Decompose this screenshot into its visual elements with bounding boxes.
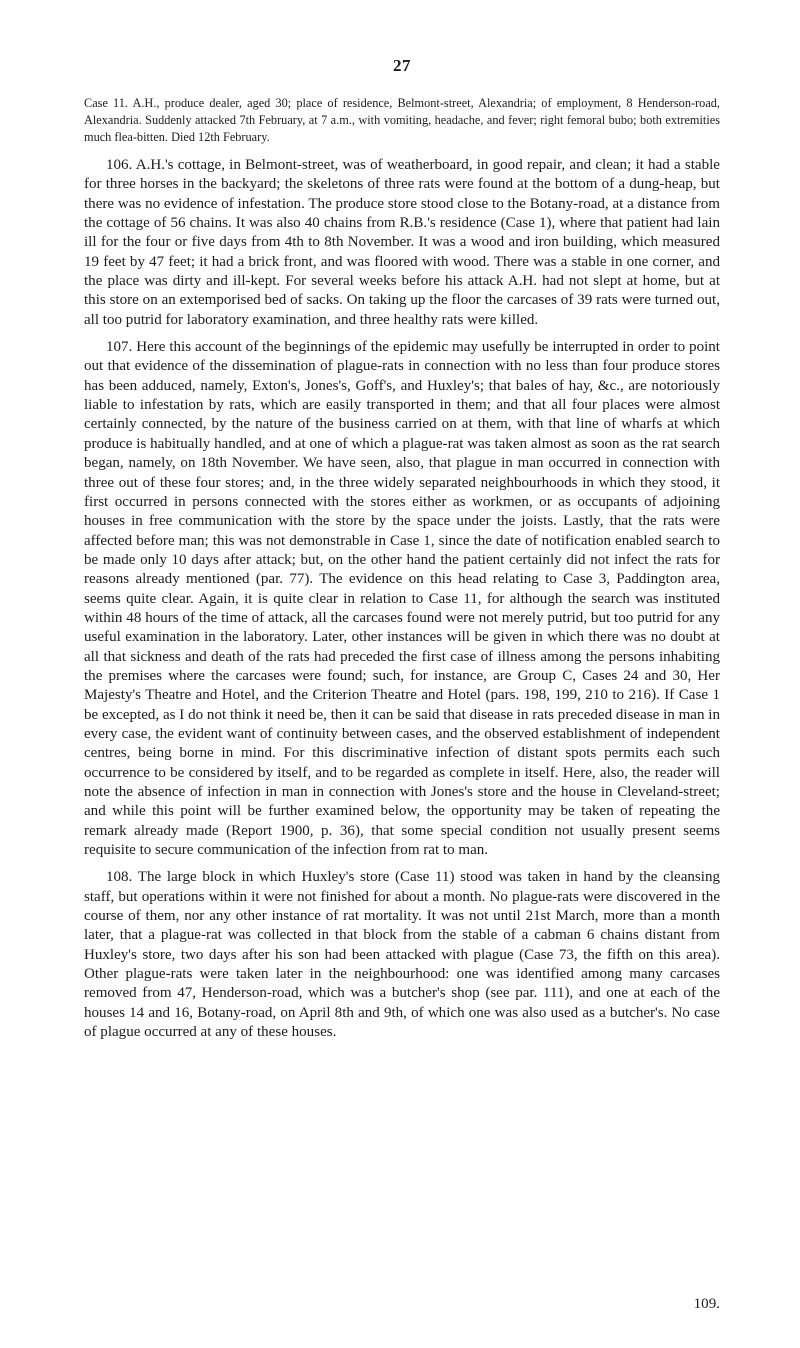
paragraph-106: 106. A.H.'s cottage, in Belmont-street, was of weatherboard, in good repair, and clean; it had a stable for three horses in the backyard; the skeletons of three rats were found at the bottom of a dung-heap, but there was no evidence of infestation. The produce store stood close to the Botany-road, at a distance from the cottage of 56 chains. It was also 40 chains from R.B.'s residence (Case 1), where that patient had lain ill for the four or five days from 4th to 8th November. It was a wood and iron building, which measured 19 feet by 47 feet; it had a brick front, and was floored with wood. There was a stable in one corner, and the place was dirty and ill-kept. For several weeks before his attack A.H. had not slept at home, but at this store on an extemporised bed of sacks. On taking up the floor the carcases of 39 rats were turned out, all too putrid for laboratory examination, and three healthy rats were killed. <box>84 157 720 328</box>
page-number: 27 <box>393 56 411 75</box>
paragraph-107: 107. Here this account of the beginnings of the epidemic may usefully be interrupted in order to point out that evidence of the dissemination of plague-rats in connection with no less than four produce stores has been adduced, namely, Exton's, Jones's, Goff's, and Huxley's; that bales of hay, &c., are notoriously liable to infestation by rats, which are easily transported in them; and that all four places were almost certainly connected, by the nature of the business carried on at them, with that line of wharfs at which produce is habitually handled, and at one of which a plague-rat was taken almost as soon as the rat search began, namely, on 18th November. We have seen, also, that plague in man occurred in connection with three out of these four stores; and, in the three widely separated neighbourhoods in which they stood, it first occurred in persons connected with the stores either as workmen, or as occupants of adjoining houses in free communication with the store by the space under the joists. Lastly, that the rats were affected before man; this was not demonstrable in Case 1, since the date of notification enabled search to be made only 10 days after attack; but, on the other hand the patient certainly did not infect the rats for reasons already mentioned (par. 77). The evidence on this head relating to Case 3, Paddington area, seems quite clear. Again, it is quite clear in relation to Case 11, for although the search was instituted within 48 hours of the time of attack, all the carcases found were not merely putrid, but too putrid for any useful examination in the laboratory. Later, other instances will be given in which there was no doubt at all that sickness and death of the rats had preceded the first case of illness among the persons inhabiting the premises where the carcases were found; such, for instance, are Group C, Cases 24 and 30, Her Majesty's Theatre and Hotel, and the Criterion Theatre and Hotel (pars. 198, 199, 210 to 216). If Case 1 be excepted, as I do not think it need be, then it can be said that disease in rats preceded disease in man in every case, the evident want of continuity between cases, and the observed establishment of independent centres, being borne in mind. For this discriminative infection of distant spots permits each such occurrence to be considered by itself, and to be regarded as complete in itself. Here, also, the reader will note the absence of infection in man in connection with Jones's store and the house in Cleveland-street; and while this point will be further examined below, the opportunity may be taken of repeating the remark already made (Report 1900, p. 36), that some special condition not usually present seems requisite to secure communication of the infection from rat to man. <box>84 339 720 859</box>
case-header: Case 11. A.H., produce dealer, aged 30; place of residence, Belmont-street, Alexandria; of employment, 8 Henderson-road, Alexandria. Suddenly attacked 7th February, at 7 a.m., with vomiting, headache, and fever; right femoral bubo; both extremities much flea-bitten. Died 12th February. <box>84 96 720 145</box>
paragraph-108: 108. The large block in which Huxley's store (Case 11) stood was taken in hand by the cleansing staff, but operations within it were not finished for about a month. No plague-rats were discovered in the course of them, nor any other instance of rat mortality. It was not until 21st March, more than a month later, that a plague-rat was collected in that block from the stable of a cabman 6 chains distant from Huxley's store, two days after his son had been attacked with plague (Case 73, the fifth on this area). Other plague-rats were taken later in the neighbourhood: one was identified among many carcases removed from 47, Henderson-road, which was a butcher's shop (see par. 111), and one at each of the houses 14 and 16, Botany-road, on April 8th and 9th, of which one was also used as a butcher's. No case of plague occurred at any of these houses. <box>84 869 720 1041</box>
body-text <box>84 156 720 1042</box>
catchword: 109. <box>693 1296 720 1312</box>
